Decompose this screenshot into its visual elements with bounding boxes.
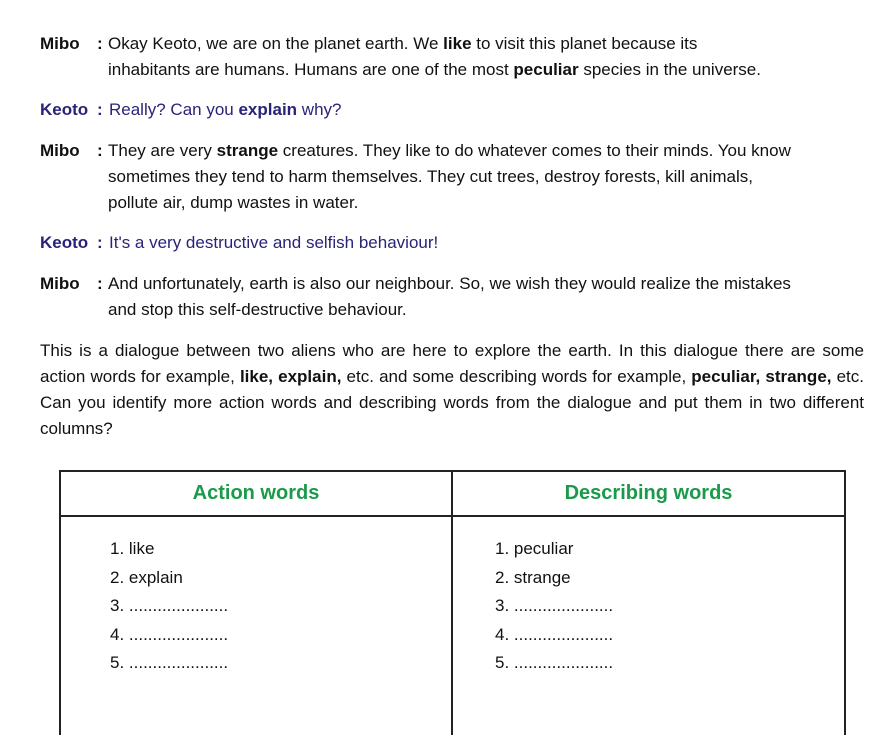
dialogue-line [108, 190, 868, 216]
text-run: creatures. They like to do whatever comes to their minds. You know [278, 141, 791, 160]
text-run: and stop this self-destructive behaviour. [108, 300, 407, 319]
dialogue-text [108, 31, 868, 83]
action-words-list [61, 535, 451, 678]
speaker-name: Keoto [40, 100, 89, 119]
text-run: species in the universe. [578, 60, 761, 79]
list-item: 1. peculiar [495, 539, 574, 558]
describing-words-list [453, 535, 844, 678]
dialogue-text [108, 271, 868, 323]
bold-word: like, explain, [239, 367, 342, 386]
blank-answer-line[interactable]: 5. ..................... [110, 653, 229, 672]
dialogue-line [108, 297, 868, 323]
dialogue-line [108, 138, 868, 164]
bold-word: peculiar, strange, [691, 367, 832, 386]
text-run: It's a very destructive and selfish behaviour! [109, 233, 439, 252]
blank-answer-line[interactable]: 4. ..................... [110, 624, 229, 644]
dialogue-text [108, 138, 868, 216]
text-run: to visit this planet because its [471, 34, 698, 53]
text-run: They are very [108, 141, 217, 160]
dialogue-line [109, 97, 869, 123]
text-run: etc. Can you identify more action words and describing words from the dialogue and put them in two different columns? [40, 367, 865, 438]
text-run: etc. and some describing words for example, [341, 367, 692, 386]
speaker-colon: : [97, 233, 103, 252]
speaker-name: Mibo [40, 274, 80, 293]
text-run: Really? Can you [109, 100, 239, 119]
describing-words-header: Describing words [452, 471, 845, 516]
action-words-header: Action words [60, 471, 452, 516]
dialogue-text [109, 97, 869, 123]
dialogue-line [108, 164, 868, 190]
blank-answer-line[interactable]: 3. ..................... [495, 596, 614, 615]
bold-word: peculiar [513, 60, 579, 79]
text-run: sometimes they tend to harm themselves. They cut trees, destroy forests, kill animals, [108, 167, 753, 186]
bold-word: explain [238, 100, 298, 119]
bold-word: like [443, 34, 472, 53]
table-row [60, 516, 845, 735]
dialogue-line [108, 31, 868, 57]
speaker-name: Mibo [40, 34, 80, 53]
action-words-column [60, 516, 452, 735]
bold-word: strange [216, 141, 279, 160]
words-table [59, 470, 846, 735]
list-item: 1. like [110, 539, 155, 558]
speaker-name: Mibo [40, 141, 80, 160]
speaker-name: Keoto [40, 233, 89, 252]
dialogue-line [108, 57, 868, 83]
table-header-row [60, 471, 845, 516]
text-run: why? [297, 100, 342, 119]
dialogue-text [109, 230, 869, 256]
text-run: pollute air, dump wastes in water. [108, 193, 359, 212]
blank-answer-line[interactable]: 4. ..................... [495, 624, 614, 644]
list-item: 2. explain [110, 567, 183, 587]
blank-answer-line[interactable]: 5. ..................... [495, 653, 614, 672]
dialogue-line [108, 271, 868, 297]
speaker-colon: : [97, 274, 103, 293]
speaker-colon: : [97, 34, 103, 53]
speaker-colon: : [97, 141, 103, 160]
blank-answer-line[interactable]: 3. ..................... [110, 596, 229, 615]
instruction-paragraph [40, 338, 864, 442]
text-run: inhabitants are humans. Humans are one of the most [108, 60, 514, 79]
text-run: And unfortunately, earth is also our neighbour. So, we wish they would realize the mistakes [108, 274, 791, 293]
text-run: Okay Keoto, we are on the planet earth. We [108, 34, 444, 53]
text-run: This is a dialogue between two aliens who are here to explore the earth. In this dialogue there are some action words for example, [40, 341, 864, 386]
list-item: 2. strange [495, 567, 571, 587]
speaker-colon: : [97, 100, 103, 119]
describing-words-column [452, 516, 845, 735]
dialogue-line [109, 230, 869, 256]
